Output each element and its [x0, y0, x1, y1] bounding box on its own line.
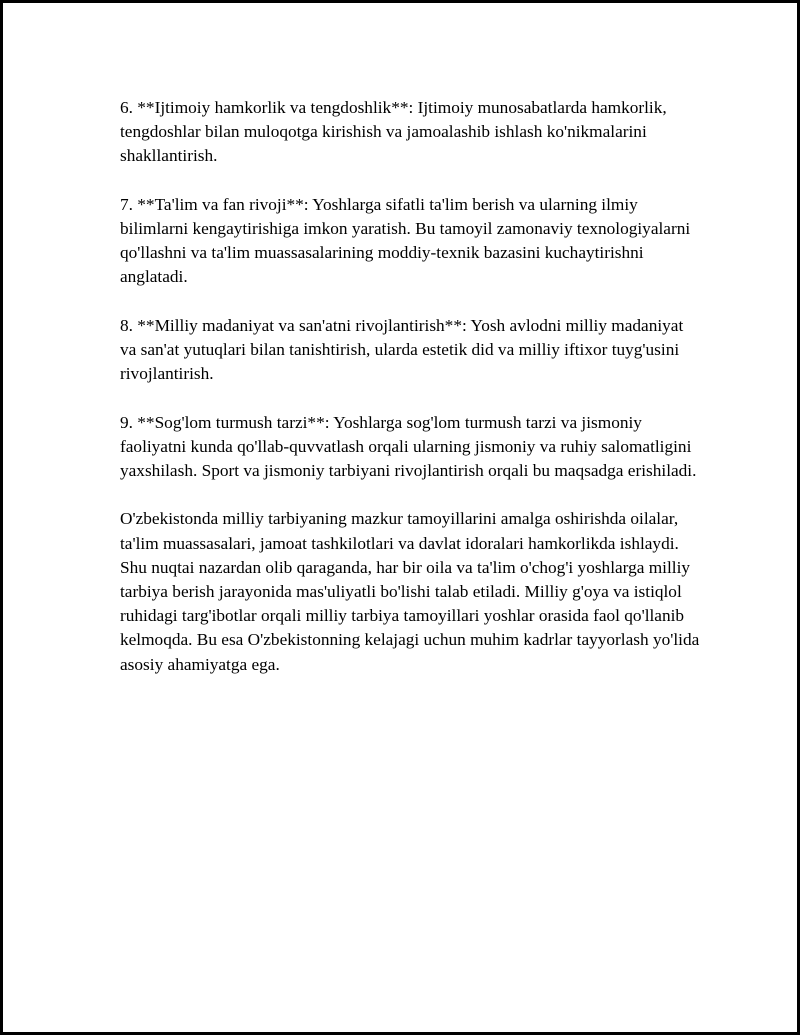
paragraph-item-8: 8. **Milliy madaniyat va san'atni rivojlantirish**: Yosh avlodni milliy madaniyat va san'at yutuqlari bilan tanishtirish, ularda estetik did va milliy iftixor tuyg'usini rivojlantirish.: [120, 315, 684, 384]
document-body: [120, 96, 700, 701]
paragraph-conclusion: O'zbekistonda milliy tarbiyaning mazkur tamoyillarini amalga oshirishda oilalar, ta'lim muassasalari, jamoat tashkilotlari va davlat idoralari hamkorlikda ishlaydi. Shu nuqtai nazardan olib qaraganda, har bir oila va ta'lim o'chog'i yoshlarga milliy tarbiya berish jarayonida mas'uliyatli bo'lishi talab etiladi. Milliy g'oya va istiqlol ruhidagi targ'ibotlar orqali milliy tarbiya tamoyillari yoshlar orasida faol qo'llanib kelmoqda. Bu esa O'zbekistonning kelajagi uchun muhim kadrlar tayyorlash yo'lida asosiy ahamiyatga ega.: [120, 509, 700, 674]
paragraph-item-6: 6. **Ijtimoiy hamkorlik va tengdoshlik**: Ijtimoiy munosabatlarda hamkorlik, tengdoshlar bilan muloqotga kirishish va jamoalashib ishlash ko'nikmalarini shakllantirish.: [120, 98, 667, 166]
paragraph-item-9: 9. **Sog'lom turmush tarzi**: Yoshlarga sog'lom turmush tarzi va jismoniy faoliyatni kunda qo'llab-quvvatlash orqali ularning jismoniy va ruhiy salomatligini yaxshilash. Sport va jismoniy tarbiyani rivojlantirish orqali bu maqsadga erishiladi.: [120, 412, 697, 480]
paragraph-item-7: 7. **Ta'lim va fan rivoji**: Yoshlarga sifatli ta'lim berish va ularning ilmiy bilimlarni kengaytirishiga imkon yaratish. Bu tamoyil zamonaviy texnologiyalarni qo'llashni va ta'lim muassasalarining moddiy-texnik bazasini kuchaytirishni anglatadi.: [120, 194, 691, 287]
